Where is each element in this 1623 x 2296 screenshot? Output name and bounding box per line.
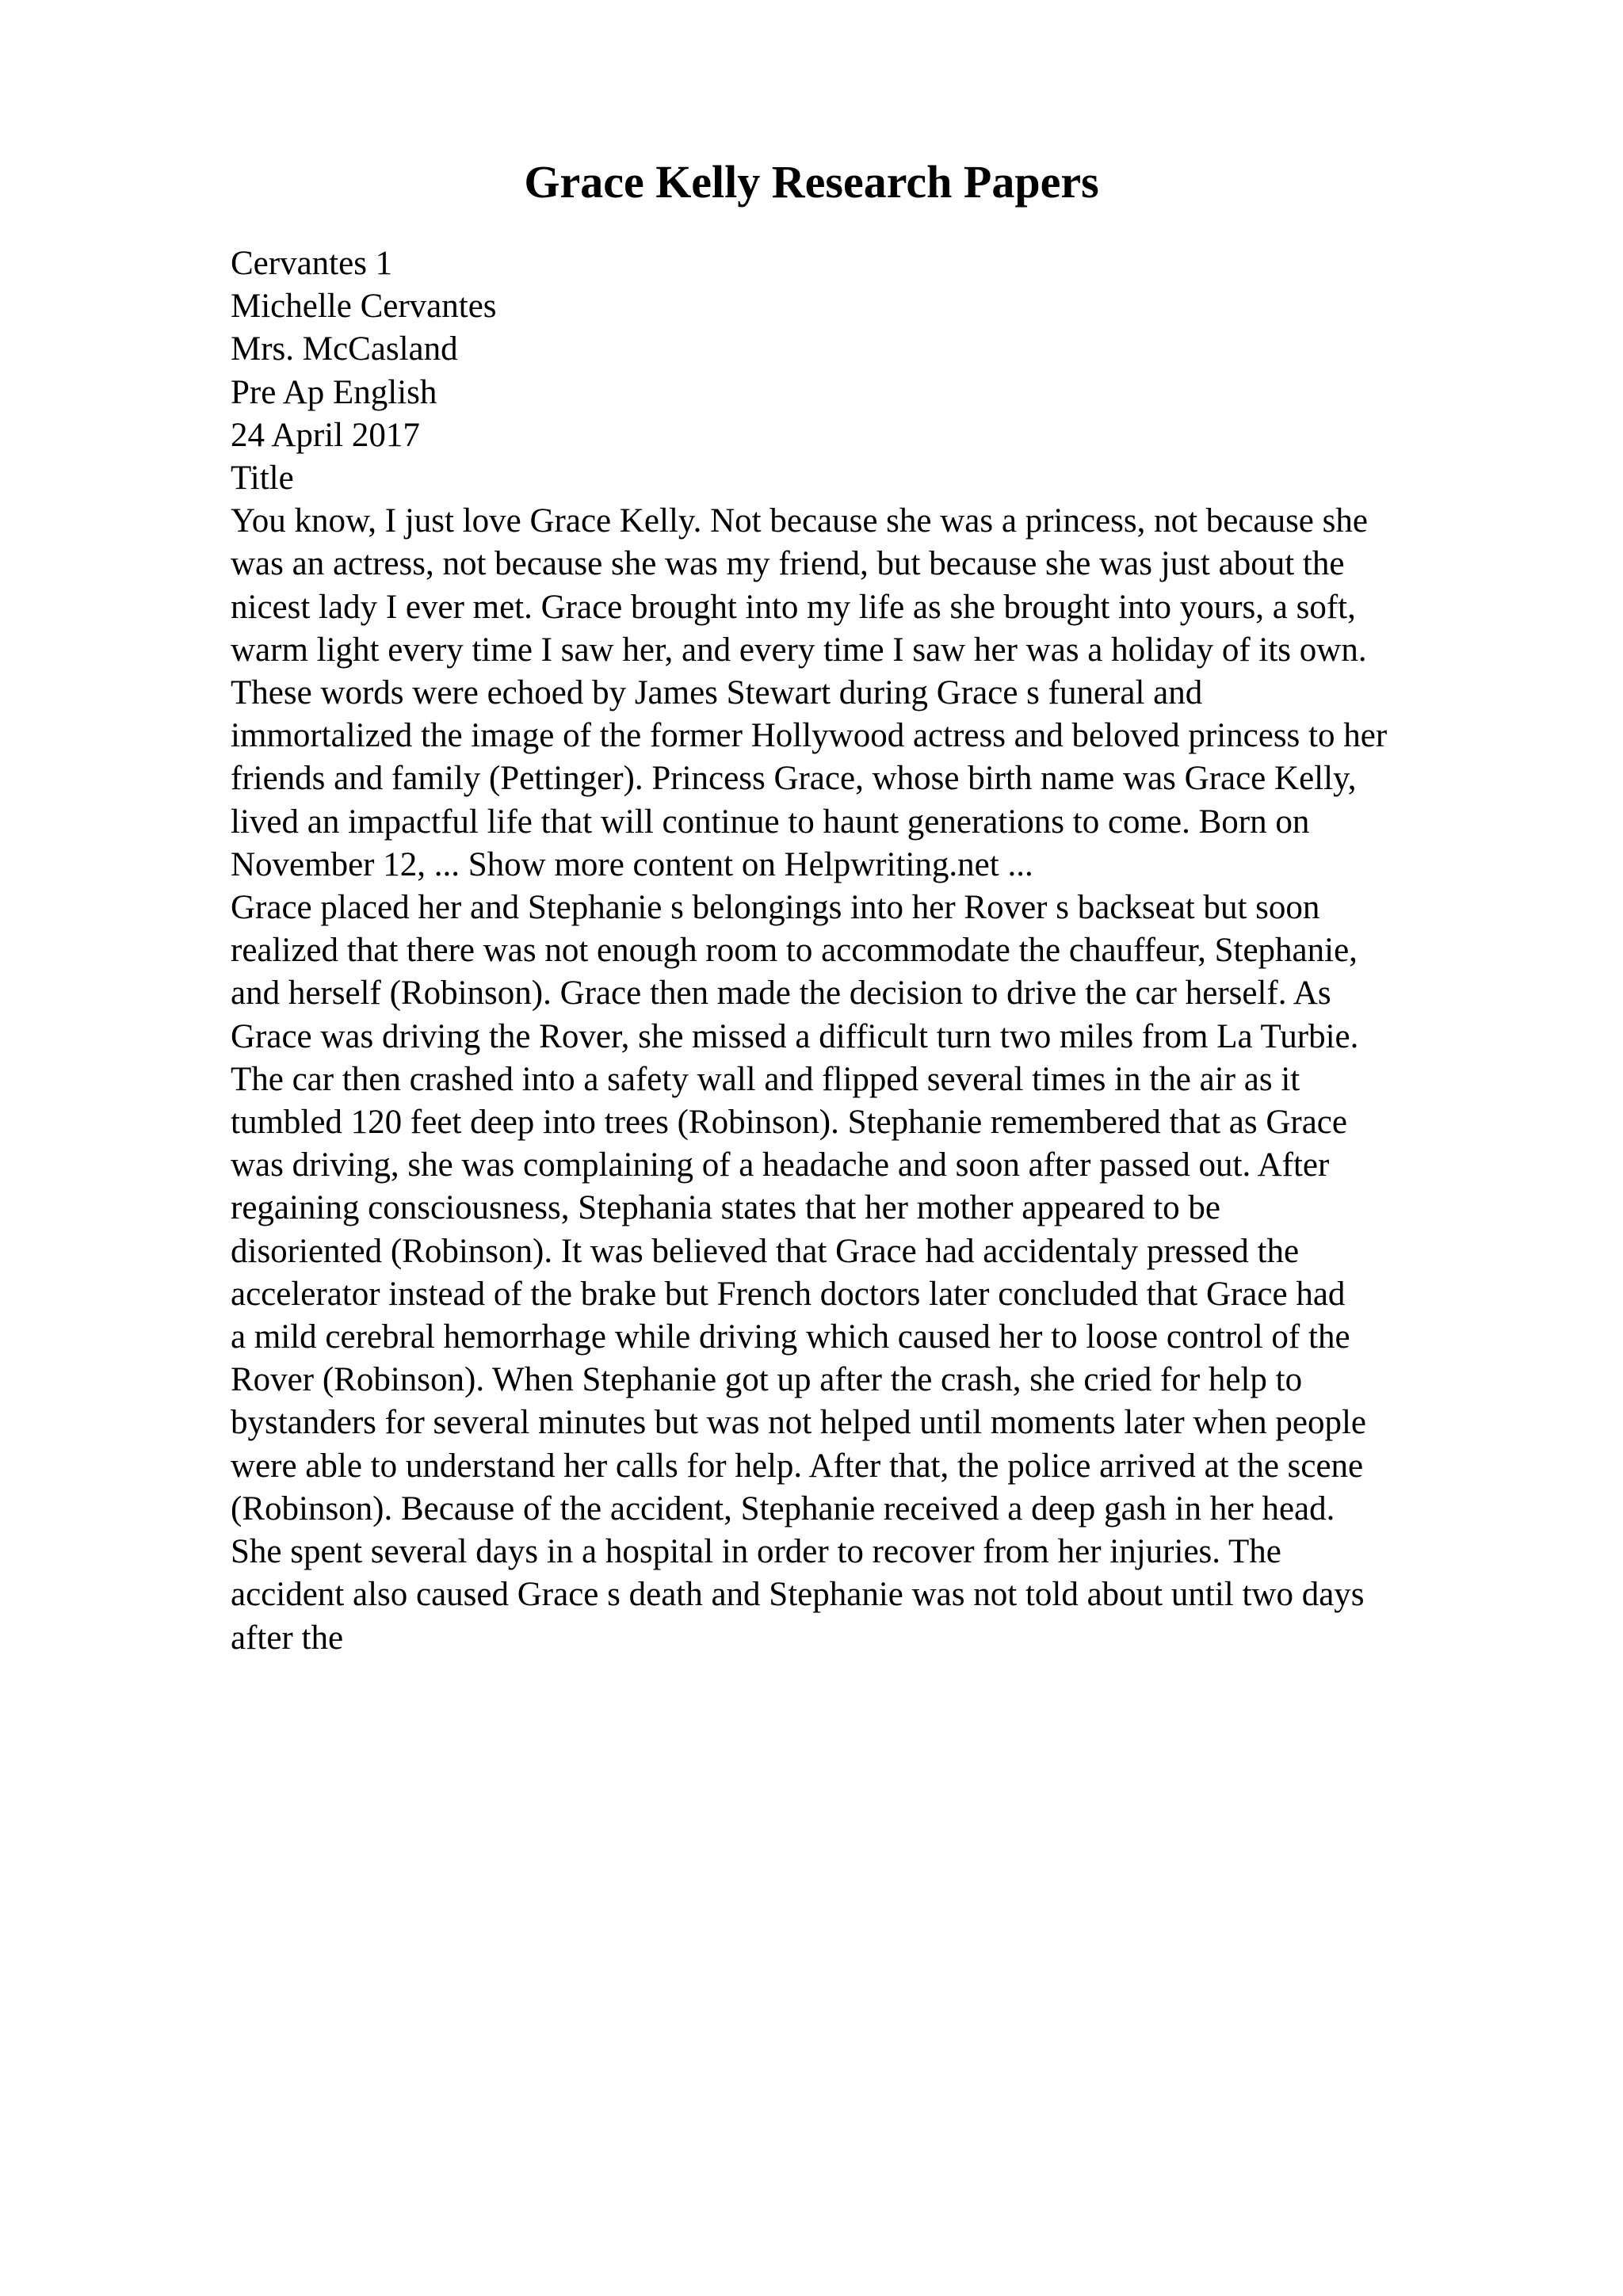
paragraph-line: after the	[231, 1619, 344, 1657]
header-block	[231, 242, 1514, 500]
header-date: 24 April 2017	[231, 416, 420, 454]
paragraph-line: was driving, she was complaining of a headache and soon after passed out. After	[231, 1146, 1330, 1184]
paragraph-line: accident also caused Grace s death and Stephanie was not told about until two days	[231, 1576, 1365, 1614]
paragraph-line: Rover (Robinson). When Stephanie got up after the crash, she cried for help to	[231, 1361, 1303, 1399]
paragraph-line: Grace was driving the Rover, she missed a difficult turn two miles from La Turbie.	[231, 1017, 1359, 1055]
paragraph-line: Grace placed her and Stephanie s belongings into her Rover s backseat but soon	[231, 889, 1320, 927]
paragraph-line: She spent several days in a hospital in order to recover from her injuries. The	[231, 1533, 1281, 1571]
paragraph-line: realized that there was not enough room to accommodate the chauffeur, Stephanie,	[231, 932, 1358, 970]
document-title: Grace Kelly Research Papers	[524, 156, 1099, 208]
paragraph-2	[231, 887, 1514, 1660]
paragraph-line: nicest lady I ever met. Grace brought into my life as she brought into yours, a soft,	[231, 588, 1356, 626]
paragraph-line: accelerator instead of the brake but French doctors later concluded that Grace had	[231, 1275, 1346, 1313]
paragraph-line: November 12, ... Show more content on Helpwriting.net ...	[231, 845, 1033, 883]
paragraph-line: These words were echoed by James Stewart during Grace s funeral and	[231, 674, 1203, 712]
paragraph-line: a mild cerebral hemorrhage while driving which caused her to loose control of the	[231, 1318, 1350, 1356]
paragraph-line: warm light every time I saw her, and every time I saw her was a holiday of its own.	[231, 631, 1367, 669]
paragraph-line: were able to understand her calls for help. After that, the police arrived at the scene	[231, 1447, 1364, 1485]
paragraph-line: and herself (Robinson). Grace then made the decision to drive the car herself. As	[231, 974, 1331, 1013]
header-author: Michelle Cervantes	[231, 288, 497, 326]
paragraph-line: You know, I just love Grace Kelly. Not because she was a princess, not because she	[231, 502, 1368, 540]
paragraph-line: (Robinson). Because of the accident, Stephanie received a deep gash in her head.	[231, 1489, 1335, 1527]
document-body	[231, 242, 1514, 1660]
paragraph-line: disoriented (Robinson). It was believed that Grace had accidentaly pressed the	[231, 1232, 1300, 1270]
paragraph-line: The car then crashed into a safety wall and flipped several times in the air as it	[231, 1060, 1300, 1098]
header-teacher: Mrs. McCasland	[231, 330, 458, 368]
paragraph-line: lived an impactful life that will continue to haunt generations to come. Born on	[231, 803, 1310, 841]
header-title-placeholder: Title	[231, 460, 294, 498]
paragraph-line: friends and family (Pettinger). Princess Grace, whose birth name was Grace Kelly,	[231, 760, 1357, 798]
header-course: Pre Ap English	[231, 373, 437, 411]
paragraph-1	[231, 500, 1514, 887]
header-page-number: Cervantes 1	[231, 245, 393, 282]
paragraph-line: regaining consciousness, Stephania states that her mother appeared to be	[231, 1189, 1220, 1227]
paragraph-line: bystanders for several minutes but was not helped until moments later when people	[231, 1404, 1366, 1442]
paragraph-line: was an actress, not because she was my friend, but because she was just about the	[231, 545, 1345, 583]
paragraph-line: immortalized the image of the former Hollywood actress and beloved princess to her	[231, 717, 1388, 755]
paragraph-line: tumbled 120 feet deep into trees (Robinson). Stephanie remembered that as Grace	[231, 1104, 1347, 1142]
